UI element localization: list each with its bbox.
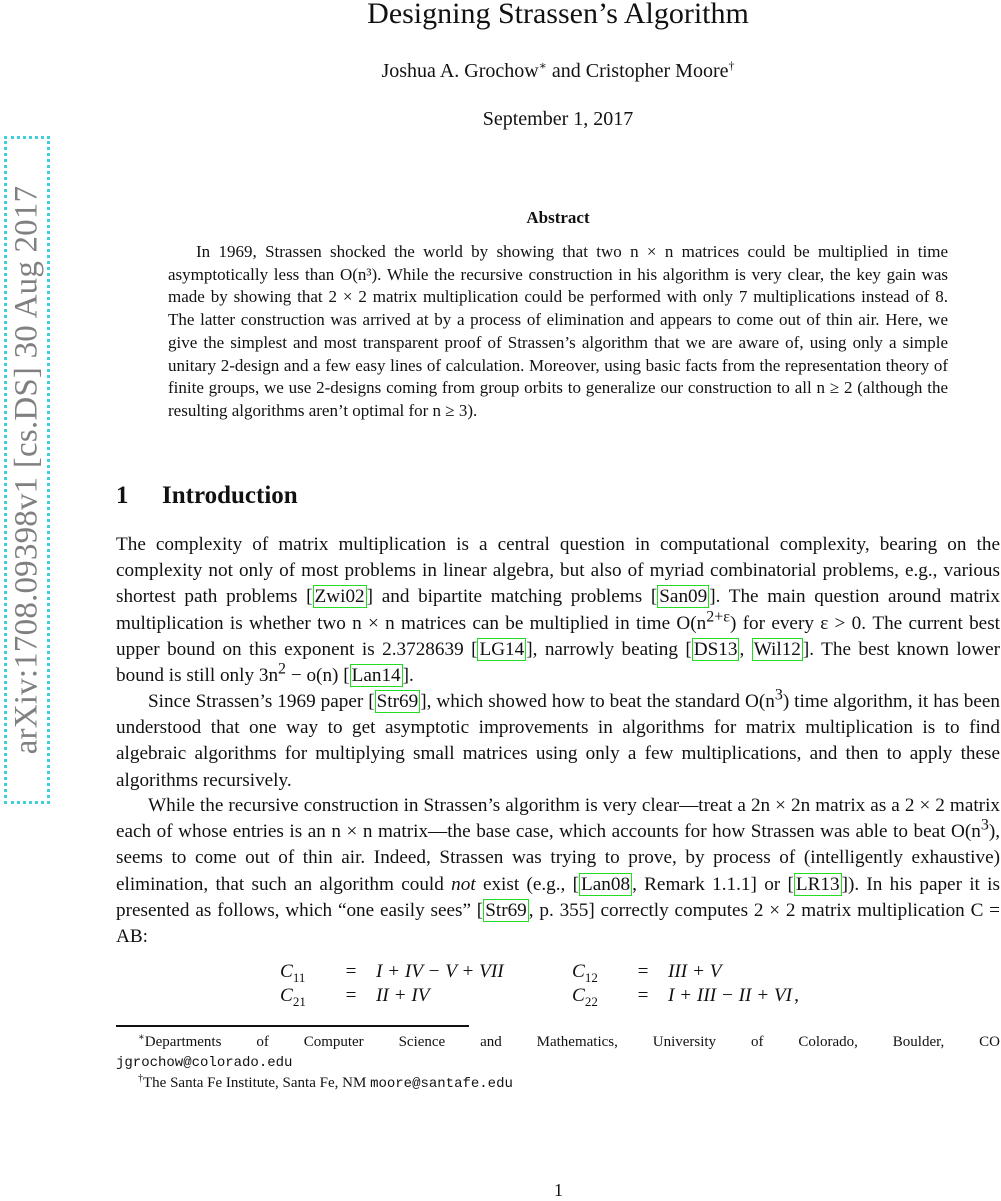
strassen-equations — [280, 960, 864, 1008]
paragraph-text: ], narrowly beating [ — [526, 638, 692, 660]
citation-link[interactable]: Wil12 — [753, 638, 801, 660]
paragraph-text: ]). In his paper it is presented as follows, which “one easily sees” [ — [116, 873, 1000, 921]
emphasis: not — [451, 873, 476, 895]
paragraph-text: ) for every ε > 0. The current best upper bound on this exponent is 2.3728639 [ — [116, 612, 1000, 660]
citation-link[interactable]: LR13 — [795, 873, 840, 895]
equals-sign: = — [345, 961, 357, 982]
paragraph-text: ] and bipartite matching problems [ — [366, 586, 658, 608]
footnote-word: University — [652, 1034, 717, 1050]
footnote-marker: † — [138, 1073, 143, 1084]
equation-rhs: II + IV — [376, 985, 430, 1006]
section-number: 1 — [116, 482, 129, 509]
math-superscript: 3 — [980, 816, 989, 834]
citation-link[interactable]: San09 — [659, 586, 708, 608]
footnote-word: of — [750, 1034, 764, 1050]
arxiv-stamp — [4, 136, 50, 804]
equals-sign: = — [637, 985, 649, 1006]
footnote-word: Boulder, — [892, 1034, 945, 1050]
equation-lhs: $C_{12}$ — [572, 961, 598, 985]
citation-link[interactable]: Str69 — [376, 691, 419, 712]
paragraph-text: , — [739, 638, 752, 660]
footnote-marker[interactable]: † — [728, 58, 735, 73]
paragraph — [116, 532, 1000, 689]
paragraph-text: ]. The best known lower bound is still only 3n — [116, 638, 1001, 687]
paragraph — [116, 793, 1000, 950]
footnote-marker[interactable]: ∗ — [538, 58, 547, 73]
citation-link[interactable]: Lan14 — [351, 665, 401, 687]
equation-rhs: III + V — [668, 961, 722, 982]
paragraph-text: , p. 355] correctly computes 2 × 2 matrix multiplication C = AB: — [116, 899, 1000, 948]
footnote-affiliation-2 — [116, 1073, 1001, 1094]
paragraph-text: ]. The main question around matrix multiplication is whether two n × n matrices can be multiplied in time O(n — [116, 586, 1000, 634]
footnote-word: ∗Departments — [138, 1032, 222, 1050]
math-superscript: 2+ε — [706, 608, 730, 626]
footnote-word: CO — [979, 1034, 1000, 1050]
abstract-heading: Abstract — [526, 208, 590, 227]
page-number: 1 — [554, 1180, 563, 1200]
citation-link[interactable]: Str69 — [485, 899, 527, 921]
footnote-word: Computer — [303, 1034, 364, 1050]
email-address[interactable]: moore@santafe.edu — [370, 1076, 513, 1092]
equation-lhs: $C_{22}$ — [572, 985, 598, 1009]
author-name: Joshua A. Grochow — [381, 60, 539, 82]
author-line — [116, 60, 1000, 83]
paragraph-text: − o(n) [ — [286, 665, 350, 687]
math-superscript: 2 — [278, 660, 287, 678]
citation-link[interactable]: LG14 — [479, 638, 525, 660]
citation-link[interactable]: Lan08 — [581, 873, 631, 895]
paragraph-text: , Remark 1.1.1] or [ — [632, 873, 794, 895]
footnote-affiliation-1 — [116, 1032, 1000, 1073]
paragraph-text: exist (e.g., [ — [475, 873, 580, 895]
footnote-word: of — [256, 1034, 269, 1050]
paragraph-text: Since Strassen’s 1969 paper [ — [148, 691, 375, 712]
paragraph-text: While the recursive construction in Strassen’s algorithm is very clear—treat a 2n × 2n matrix as a 2 × 2 matrix each of whose entries is an n × n matrix—the base case, which accounts for how Strassen was able to beat O(n — [116, 795, 1000, 843]
author-conjunction: and — [551, 60, 581, 82]
equation-row — [280, 984, 864, 1008]
paper-date: September 1, 2017 — [482, 108, 634, 130]
footnote-word: Science — [398, 1034, 446, 1050]
equation-lhs: $C_{21}$ — [280, 985, 306, 1009]
paragraph-text: ) time algorithm, it has been understood that one way to get asymptotic improvements in algorithms for matrix multiplication is to find algebraic algorithms for multiplying small matrices using only a few multiplications, and then to apply these algorithms recursively. — [116, 691, 1000, 791]
paragraph-text: ]. — [402, 665, 414, 687]
paragraph-text: The complexity of matrix multiplication is a central question in computational complexity, bearing on the complexity not only of most problems in linear algebra, but also of myriad combinatorial problems, e.g., various shortest path problems [ — [116, 534, 1000, 608]
citation-link[interactable]: Zwi02 — [314, 586, 365, 608]
section-heading — [116, 482, 298, 510]
equation-row — [280, 960, 864, 984]
paragraph-text: ), seems to come out of thin air. Indeed, Strassen was trying to prove, by process of (intelligently exhaustive) elimination, that such an algorithm could — [116, 821, 1000, 895]
paragraph — [116, 686, 1000, 794]
footnote-divider — [116, 1025, 469, 1027]
citation-link[interactable]: DS13 — [693, 638, 738, 660]
math-superscript: 3 — [774, 686, 783, 704]
footnote-word: Colorado, — [798, 1034, 858, 1050]
email-address[interactable]: jgrochow@colorado.edu — [116, 1055, 293, 1071]
footnote-word: and — [480, 1034, 502, 1050]
footnote-email-line — [116, 1052, 1000, 1073]
arxiv-identifier[interactable]: arXiv:1708.09398v1 [cs.DS] 30 Aug 2017 — [8, 185, 45, 755]
section-title: Introduction — [162, 482, 298, 509]
paper-title: Designing Strassen’s Algorithm — [367, 0, 749, 30]
paragraph-text: ], which showed how to beat the standard O(n — [420, 691, 775, 712]
equals-sign: = — [345, 985, 357, 1006]
abstract-text: In 1969, Strassen shocked the world by showing that two n × n matrices could be multiplied in time asymptotically less than O(n³). While the recursive construction in his algorithm is very clear, the key gain was made by showing that 2 × 2 matrix multiplication could be performed with only 7 multiplications instead of 8. The latter construction was arrived at by a process of elimination and appears to come out of thin air. Here, we give the simplest and most transparent proof of Strassen’s algorithm that we are aware of, using only a simple unitary 2-design and a few easy lines of calculation. Moreover, using basic facts from the representation theory of finite groups, we use 2-designs coming from group orbits to generalize our construction to all n ≥ 2 (although the resulting algorithms aren’t optimal for n ≥ 3). — [168, 242, 948, 420]
footnote-word: Mathematics, — [536, 1034, 618, 1050]
author-name: Cristopher Moore — [585, 60, 729, 82]
footnote-text: The Santa Fe Institute, Santa Fe, NM — [143, 1075, 371, 1091]
equation-rhs: I + IV − V + VII — [376, 961, 504, 982]
equals-sign: = — [637, 961, 649, 982]
equation-rhs: I + III − II + VI , — [668, 985, 799, 1006]
footnote-line — [116, 1032, 1000, 1052]
equation-lhs: $C_{11}$ — [280, 961, 306, 985]
